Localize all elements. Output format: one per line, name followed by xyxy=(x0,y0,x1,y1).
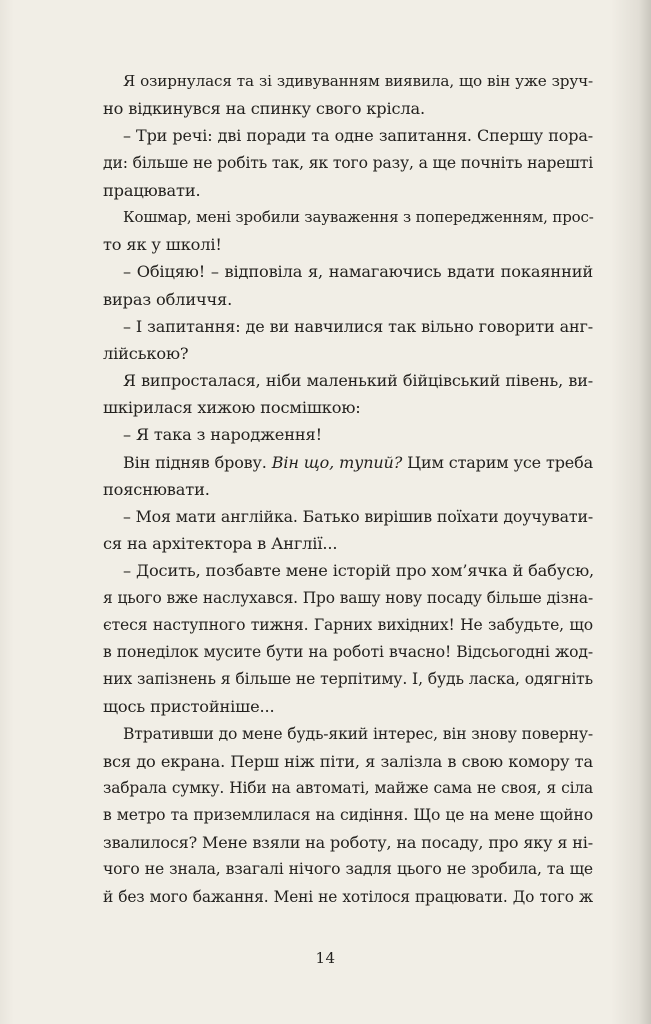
text-line: звалилося? Мене взяли на роботу, на посаду, про яку я ні- xyxy=(103,833,593,853)
text-line: єтеся наступного тижня. Гарних вихідних! Не забудьте, що xyxy=(103,615,593,634)
text-line: я цього вже наслухався. Про вашу нову посаду більше дізна- xyxy=(103,588,593,607)
italic-text-segment: Він що, тупий? xyxy=(271,452,403,472)
text-line: – Я така з народження! xyxy=(123,425,322,445)
text-line: них запізнень я більше не терпітиму. І, будь ласка, одягніть xyxy=(103,670,593,689)
text-line: в метро та приземлилася на сидіння. Що це на мене щойно xyxy=(103,806,593,825)
text-segment: Цим старим усе треба xyxy=(402,452,594,472)
text-line: лійською? xyxy=(103,343,189,363)
text-line: працювати. xyxy=(103,180,201,200)
text-line: в понеділок мусите бути на роботі вчасно! Відсьогодні жод- xyxy=(103,642,593,661)
page-edge-left-shadow xyxy=(0,0,14,1024)
body-text xyxy=(103,68,593,911)
text-line: шкірилася хижою посмішкою: xyxy=(103,398,361,418)
text-line: й без мого бажання. Мені не хотілося працювати. До того ж xyxy=(103,887,593,906)
text-line: Я випросталася, ніби маленький бійцівський півень, ви- xyxy=(123,371,593,391)
text-segment: Він підняв брову. xyxy=(123,452,272,472)
text-line: вираз обличчя. xyxy=(103,289,233,309)
text-line: ся на архітектора в Англії... xyxy=(103,534,338,554)
page-number: 14 xyxy=(315,949,336,967)
text-line xyxy=(103,449,593,476)
text-line: ди: більше не робіть так, як того разу, а ще почніть нарешті xyxy=(103,153,594,172)
text-line: – Досить, позбавте мене історій про хом’ячка й бабусю, xyxy=(123,561,595,581)
text-line: Втративши до мене будь-який інтерес, він знову поверну- xyxy=(123,724,593,743)
text-line: вся до екрана. Перш ніж піти, я залізла в свою комору та xyxy=(103,751,593,771)
text-line: – Обіцяю! – відповіла я, намагаючись вдати покаянний xyxy=(123,262,593,282)
text-line: забрала сумку. Ніби на автоматі, майже сама не своя, я сіла xyxy=(103,778,593,797)
text-line: чого не знала, взагалі нічого задля цього не зробила, та ще xyxy=(103,860,593,879)
page-gutter-shadow xyxy=(611,0,651,1024)
text-line: то як у школі! xyxy=(103,235,222,255)
text-line: – Моя мати англійка. Батько вирішив поїхати доучувати- xyxy=(123,507,594,526)
text-line: Кошмар, мені зробили зауваження з попередженням, прос- xyxy=(123,207,594,226)
text-line: щось пристойніше... xyxy=(103,697,275,717)
text-line: но відкинувся на спинку свого крісла. xyxy=(103,99,426,119)
text-line: – Три речі: дві поради та одне запитання. Спершу пора- xyxy=(123,126,593,146)
text-line: Я озирнулася та зі здивуванням виявила, що він уже зруч- xyxy=(123,72,593,90)
text-line: пояснювати. xyxy=(103,479,210,499)
text-line: – І запитання: де ви навчилися так вільно говорити анг- xyxy=(123,316,593,336)
